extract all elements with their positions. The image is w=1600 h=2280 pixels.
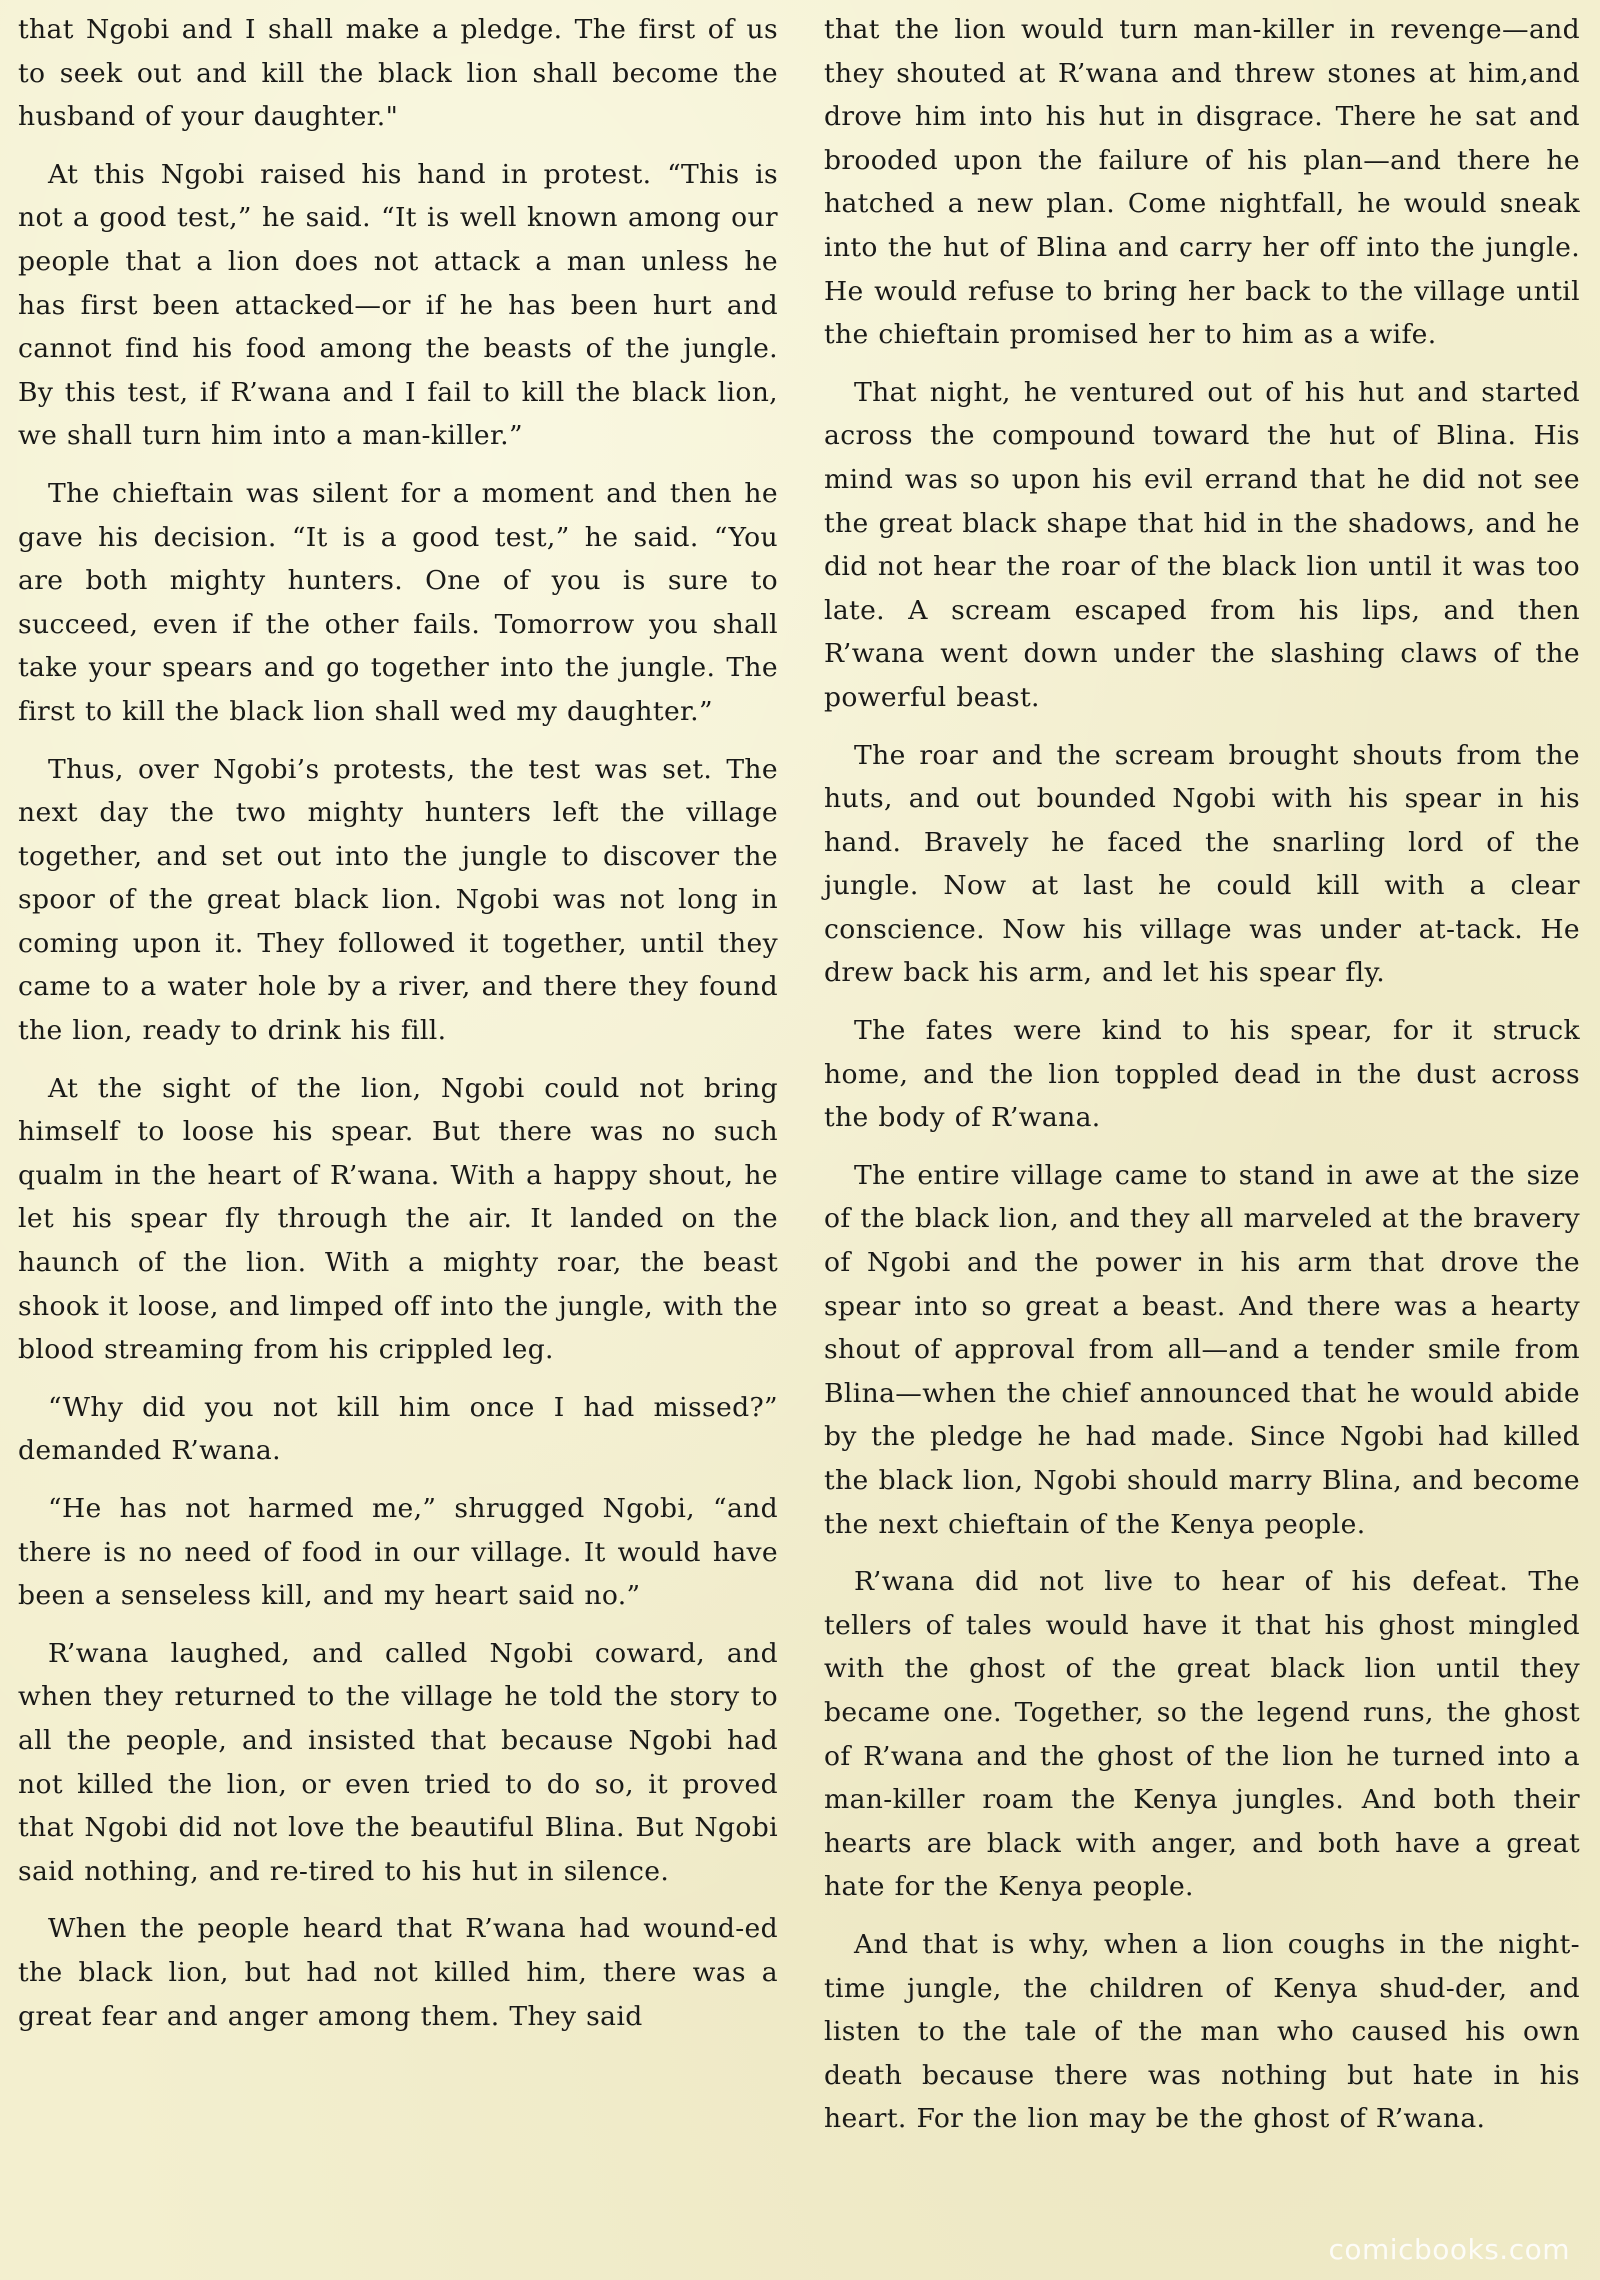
paragraph: That night, he ventured out of his hut and started across the compound toward the hut of Blina. His mind was so upon his evil errand that he did not see the great black shape that hid in the shadows, and he did not hear the roar of the black lion until it was too late. A scream escaped from his lips, and then R’wana went down under the slashing claws of the powerful beast. [824,376,1580,713]
paragraph: And that is why, when a lion coughs in the night-time jungle, the children of Kenya shud-der, and listen to the tale of the man who caused his own death because there was nothing but hate in his heart. For the lion may be the ghost of R’wana. [824,1928,1580,2135]
paragraph: “Why did you not kill him once I had missed?” demanded R’wana. [18,1391,778,1467]
paragraph: At the sight of the lion, Ngobi could not bring himself to loose his spear. But there was no such qualm in the heart of R’wana. With a happy shout, he let his spear fly through the air. It landed on the haunch of the lion. With a mighty roar, the beast shook it loose, and limped off into the jungle, with the blood streaming from his crippled leg. [18,1072,778,1366]
paragraph: When the people heard that R’wana had wound-ed the black lion, but had not killed him, there was a great fear and anger among them. They said [18,1913,778,2032]
left-text-column [18,8,778,2052]
paragraph: that Ngobi and I shall make a pledge. The first of us to seek out and kill the black lion shall become the husband of your daughter." [18,14,778,133]
paragraph: The fates were kind to his spear, for it struck home, and the lion toppled dead in the dust across the body of R’wana. [824,1015,1580,1134]
paragraph: that the lion would turn man-killer in revenge—and they shouted at R’wana and threw stones at him,and drove him into his hut in disgrace. There he sat and brooded upon the failure of his plan—and there he hatched a new plan. Come nightfall, he would sneak into the hut of Blina and carry her off into the jungle. He would refuse to bring her back to the village until the chieftain promised her to him as a wife. [824,14,1580,351]
paragraph: The chieftain was silent for a moment and then he gave his decision. “It is a good test,” he said. “You are both mighty hunters. One of you is sure to succeed, even if the other fails. Tomorrow you shall take your spears and go together into the jungle. The first to kill the black lion shall wed my daughter.” [18,477,778,727]
paragraph: Thus, over Ngobi’s protests, the test was set. The next day the two mighty hunters left the village together, and set out into the jungle to discover the spoor of the great black lion. Ngobi was not long in coming upon it. They followed it together, until they came to a water hole by a river, and there they found the lion, ready to drink his fill. [18,753,778,1047]
paragraph: “He has not harmed me,” shrugged Ngobi, “and there is no need of food in our village. It would have been a senseless kill, and my heart said no.” [18,1493,778,1612]
paragraph: R’wana laughed, and called Ngobi coward, and when they returned to the village he told the story to all the people, and insisted that because Ngobi had not killed the lion, or even tried to do so, it proved that Ngobi did not love the beautiful Blina. But Ngobi said nothing, and re-tired to his hut in silence. [18,1637,778,1887]
right-text-column [824,8,1580,2155]
paragraph: The entire village came to stand in awe at the size of the black lion, and they all marveled at the bravery of Ngobi and the power in his arm that drove the spear into so great a beast. And there was a hearty shout of approval from all—and a tender smile from Blina—when the chief announced that he would abide by the pledge he had made. Since Ngobi had killed the black lion, Ngobi should marry Blina, and become the next chieftain of the Kenya people. [824,1159,1580,1540]
site-watermark: comicbooks.com [1328,2233,1570,2266]
paragraph: The roar and the scream brought shouts from the huts, and out bounded Ngobi with his spear in his hand. Bravely he faced the snarling lord of the jungle. Now at last he could kill with a clear conscience. Now his village was under at-tack. He drew back his arm, and let his spear fly. [824,739,1580,989]
paragraph: R’wana did not live to hear of his defeat. The tellers of tales would have it that his ghost mingled with the ghost of the great black lion until they became one. Together, so the legend runs, the ghost of R’wana and the ghost of the lion he turned into a man-killer roam the Kenya jungles. And both their hearts are black with anger, and both have a great hate for the Kenya people. [824,1566,1580,1903]
paragraph: At this Ngobi raised his hand in protest. “This is not a good test,” he said. “It is well known among our people that a lion does not attack a man unless he has first been attacked—or if he has been hurt and cannot find his food among the beasts of the jungle. By this test, if R’wana and I fail to kill the black lion, we shall turn him into a man-killer.” [18,158,778,452]
